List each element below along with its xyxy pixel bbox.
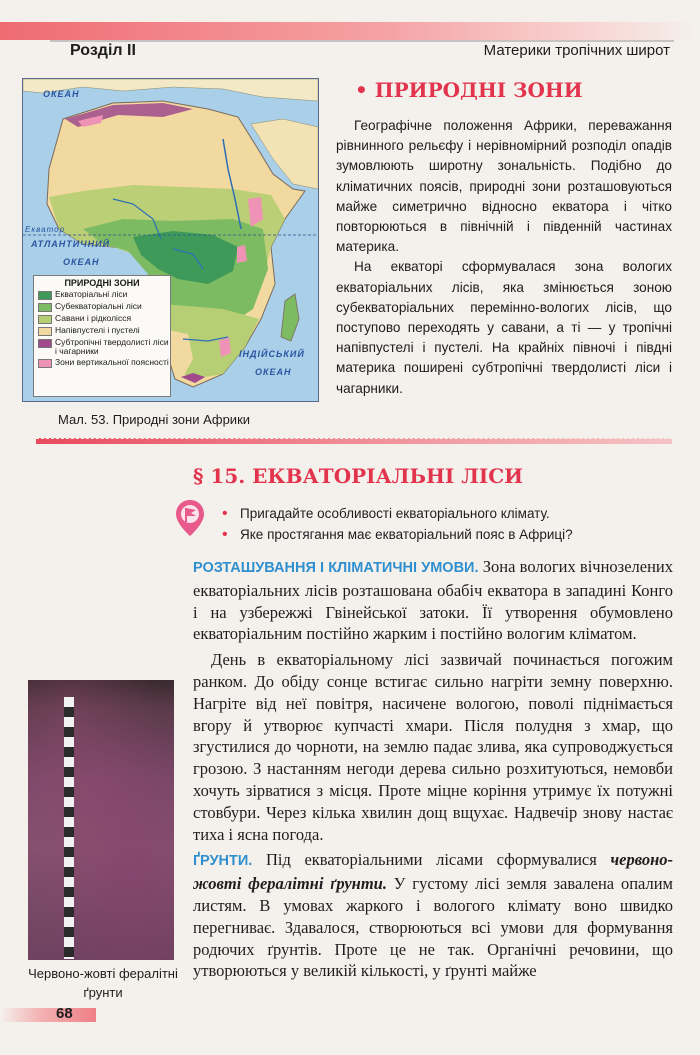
legend-item	[38, 290, 170, 300]
legend-item	[38, 326, 170, 336]
location-heading: РОЗТАШУВАННЯ І КЛІМАТИЧНІ УМОВИ.	[193, 560, 479, 576]
question-item: • Пригадайте особливості екваторіального клімату.	[218, 503, 573, 524]
africa-natural-zones-map	[22, 78, 319, 402]
legend-label: Зони вертикальної поясності	[55, 357, 169, 368]
legend-label: Напівпустелі і пустелі	[55, 325, 140, 336]
natural-zones-paragraph: На екваторі сформувалася зона вологих екваторіальних лісів, яка змінюється зоною субекваторіальних перемінно-вологих лісів, що поступово переходять у савани, а ті — у тропічні напівпустелі і пустелі. На крайніх півночі і півдні материка поширені субтропічні твердолисті ліси і чагарники.	[336, 259, 672, 396]
footer-bar	[0, 1008, 96, 1022]
map-pin-flag-icon	[175, 498, 205, 538]
ocean-label-top: ОКЕАН	[43, 89, 80, 99]
legend-item	[38, 338, 170, 356]
chapter-title: Материки тропічних широт	[483, 42, 670, 59]
header-bar	[0, 22, 700, 40]
soils-text-2: У густому лісі земля завалена опалим листям. В умовах жаркого і вологого клімату воно швидко перегниває. Здавалося, створюються всі умови для формування родючих ґрунтів. Проте це не так. Органічні речовини, що утворюються у великій кількості, у ґрунті майже	[193, 874, 673, 981]
legend-swatch	[38, 303, 52, 312]
legend-swatch	[38, 315, 52, 324]
soils-term: червоно-жовті фералітні ґрунти.	[193, 850, 673, 894]
soil-photo	[28, 680, 174, 960]
ocean-label-indian-2: ОКЕАН	[255, 367, 292, 377]
legend-item	[38, 302, 170, 312]
legend-swatch	[38, 327, 52, 336]
equator-label: Екватор	[25, 225, 66, 234]
natural-zones-heading: • ПРИРОДНІ ЗОНИ	[355, 78, 583, 102]
ocean-label-atlantic-2: ОКЕАН	[63, 257, 100, 267]
legend-item	[38, 314, 170, 324]
legend-swatch	[38, 339, 52, 348]
natural-zones-paragraph: Географічне положення Африки, переважання рівнинного рельєфу і нерівномірний розподіл опадів зумовлюють широтну зональність. Подібно до кліматичних поясів, природні зони розташовуються майже симетрично відносно екватора і чітко повторюються в північній і південній частинах материка.	[336, 118, 672, 255]
ocean-label-atlantic-1: АТЛАНТИЧНИЙ	[31, 239, 111, 249]
location-paragraph	[193, 556, 673, 645]
ocean-label-indian-1: ІНДІЙСЬКИЙ	[239, 349, 305, 359]
legend-label: Субекваторіальні ліси	[55, 301, 142, 312]
page-number: 68	[56, 1005, 73, 1022]
legend-swatch	[38, 359, 52, 368]
section-label: Розділ ІІ	[70, 42, 136, 59]
legend-item	[38, 358, 170, 368]
question-item: • Яке простягання має екваторіальний пояс в Африці?	[218, 524, 573, 545]
review-questions	[218, 503, 573, 545]
legend-label: Савани і рідколісся	[55, 313, 132, 324]
soils-heading: ҐРУНТИ.	[193, 853, 253, 870]
paragraph-title: § 15. ЕКВАТОРІАЛЬНІ ЛІСИ	[193, 464, 524, 488]
measuring-ruler	[64, 697, 74, 959]
day-paragraph: День в екваторіальному лісі зазвичай починається погожим ранком. До обіду сонце встигає сильно нагріти земну поверхню. Нагріте від неї повітря, насичене вологою, поволі піднімається вгору й утворює купчасті хмари. Після полудня з хмар, що згустилися до чорноти, на землю падає злива, яка супроводжується грозою. З настанням негоди дерева сильно розхитуються, немовби хочуть зірватися з місця. Проте міцне коріння утримує їх потужні стовбури. Через кілька хвилин дощ вщухає. Надвечір знову настає тиха і ясна погода.	[193, 650, 673, 844]
soil-photo-caption: Червоно-жовті фералітні ґрунти	[28, 966, 178, 1000]
location-text: Зона вологих вічнозелених екваторіальних лісів розташована обабіч екватора в западині Конго і на узбережжі Гвінейської затоки. Її утворення обумовлено екваторіальним постійно жарким і постійно вологим кліматом.	[193, 557, 673, 644]
soils-paragraph	[193, 849, 673, 982]
map-caption: Мал. 53. Природні зони Африки	[58, 412, 251, 427]
natural-zones-text	[336, 116, 672, 399]
legend-swatch	[38, 291, 52, 300]
section-divider	[36, 438, 672, 444]
legend-title: ПРИРОДНІ ЗОНИ	[64, 278, 140, 288]
main-text	[193, 556, 673, 982]
legend-label: Екваторіальні ліси	[55, 289, 128, 300]
soils-text-1: Під екваторіальними лісами сформувалися	[252, 850, 611, 870]
map-legend	[33, 275, 171, 397]
legend-label: Субтропічні твердолисті ліси і чагарники	[55, 337, 169, 357]
